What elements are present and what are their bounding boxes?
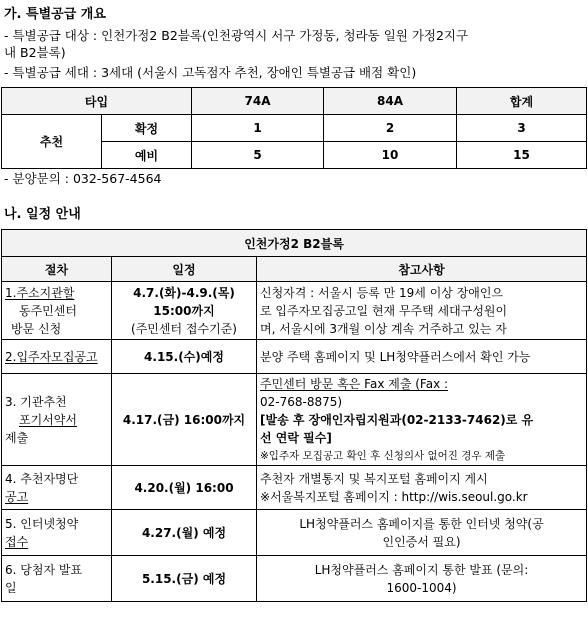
- cell: 2: [324, 115, 457, 142]
- date-line: 4.17.(금) 16:00까지: [122, 412, 246, 427]
- row-label: 예비: [102, 142, 192, 169]
- table-row: [2, 88, 587, 115]
- header-date: 일정: [112, 257, 257, 282]
- table-row: [2, 340, 587, 374]
- ref-cell: [257, 374, 587, 466]
- date-cell: [112, 282, 257, 340]
- step-line: 4. 추천자명단: [5, 471, 79, 486]
- date-line: 4.20.(월) 16:00: [134, 480, 234, 495]
- ref-line: 신청자격 : 서울시 등록 만 19세 이상 장애인으: [260, 285, 504, 300]
- step-cell: [2, 340, 112, 374]
- cell: 3: [457, 115, 587, 142]
- households-line: - 특별공급 세대 : 3세대 (서울시 고독점자 추천, 장애인 특별공급 배점 확인): [4, 65, 417, 80]
- step-line: 접수: [5, 534, 29, 549]
- table-row: [2, 282, 587, 340]
- ref-line: 추천자 개별통지 및 복지포털 홈페이지 게시: [260, 471, 488, 486]
- ref-cell: [257, 510, 587, 556]
- table-row: [2, 257, 587, 282]
- ref-line: ※입주자 모집공고 확인 후 신청의사 없어진 경우 제출: [260, 449, 506, 462]
- date-cell: [112, 340, 257, 374]
- step-line: 공고: [5, 489, 29, 504]
- step-cell: [2, 510, 112, 556]
- step-line: 포기서약서: [19, 412, 77, 427]
- ref-line: 로 입주자모집공고일 현재 무주택 세대구성원이: [260, 303, 508, 318]
- row-label: 확정: [102, 115, 192, 142]
- cell: 5: [192, 142, 324, 169]
- step-line: 제출: [5, 430, 29, 445]
- header-74a: 74A: [192, 88, 324, 115]
- ref-line: 02-768-8875): [260, 394, 343, 409]
- step-cell: [2, 556, 112, 602]
- ref-cell: [257, 556, 587, 602]
- quota-table: [1, 87, 587, 169]
- inquiry-line: - 분양문의 : 032-567-4564: [4, 171, 162, 186]
- cell: 15: [457, 142, 587, 169]
- ref-line: 선 연락 필수]: [260, 430, 332, 445]
- step-line: 3. 기관추천: [5, 394, 67, 409]
- date-cell: [112, 466, 257, 510]
- table-row: [2, 466, 587, 510]
- ref-line: [발송 후 장애인자립지원과(02-2133-7462)로 유: [260, 412, 534, 427]
- cell: 1: [192, 115, 324, 142]
- date-line: 4.7.(화)-4.9.(목): [133, 285, 235, 300]
- ref-line: 1600-1004): [386, 580, 457, 595]
- step-line: 방문 신청: [11, 321, 62, 336]
- step-cell: [2, 282, 112, 340]
- header-84a: 84A: [324, 88, 457, 115]
- date-line: 4.15.(수)예정: [144, 349, 224, 364]
- table-row: [2, 374, 587, 466]
- ref-line: ※서울복지포털 홈페이지 : http://wis.seoul.go.kr: [260, 489, 528, 504]
- target-line-2: 내 B2블록): [4, 45, 66, 60]
- step-line: 1.주소지관할: [5, 285, 75, 300]
- date-cell: [112, 556, 257, 602]
- ref-cell: [257, 466, 587, 510]
- date-line: 15:00까지: [153, 303, 215, 318]
- group-label: 추천: [2, 115, 102, 169]
- ref-cell: [257, 340, 587, 374]
- date-cell: [112, 510, 257, 556]
- ref-line: 분양 주택 홈페이지 및 LH청약플러스에서 확인 가능: [260, 349, 531, 364]
- step-line: 6. 당첨자 발표: [5, 562, 83, 577]
- ref-line: 주민센터 방문 혹은 Fax 제출 (Fax :: [260, 376, 449, 391]
- date-cell: [112, 374, 257, 466]
- section2-title: 나. 일정 안내: [4, 207, 81, 222]
- ref-line: 인인증서 필요): [382, 534, 461, 549]
- table-row: [2, 556, 587, 602]
- table-row: [2, 115, 587, 142]
- date-line: 4.27.(월) 예정: [141, 525, 227, 540]
- header-step: 절차: [2, 257, 112, 282]
- step-line: 2.입주자모집공고: [5, 349, 98, 364]
- ref-cell: [257, 282, 587, 340]
- schedule-title: 인천가정2 B2블록: [2, 230, 587, 257]
- step-line: 동주민센터: [19, 303, 77, 318]
- header-total: 합계: [457, 88, 587, 115]
- table-row: [2, 510, 587, 556]
- date-line: (주민센터 접수기준): [131, 321, 237, 336]
- step-cell: [2, 374, 112, 466]
- target-line-1: - 특별공급 대상 : 인천가정2 B2블록(인천광역시 서구 가정동, 청라동 일원 가정2지구: [4, 28, 469, 43]
- step-line: 일: [5, 580, 17, 595]
- step-cell: [2, 466, 112, 510]
- section1-title: 가. 특별공급 개요: [4, 7, 106, 22]
- table-row: [2, 230, 587, 257]
- header-ref: 참고사항: [257, 257, 587, 282]
- ref-line: 며, 서울시에 3개월 이상 계속 거주하고 있는 자: [260, 321, 507, 336]
- ref-line: LH청약플러스 홈페이지를 통한 인터넷 청약(공: [299, 516, 544, 531]
- step-line: 5. 인터넷청약: [5, 516, 79, 531]
- date-line: 5.15.(금) 예정: [141, 571, 227, 586]
- header-type: 타입: [2, 88, 192, 115]
- schedule-table: [1, 229, 587, 602]
- ref-line: LH청약플러스 홈페이지 통한 발표 (문의:: [314, 562, 529, 577]
- cell: 10: [324, 142, 457, 169]
